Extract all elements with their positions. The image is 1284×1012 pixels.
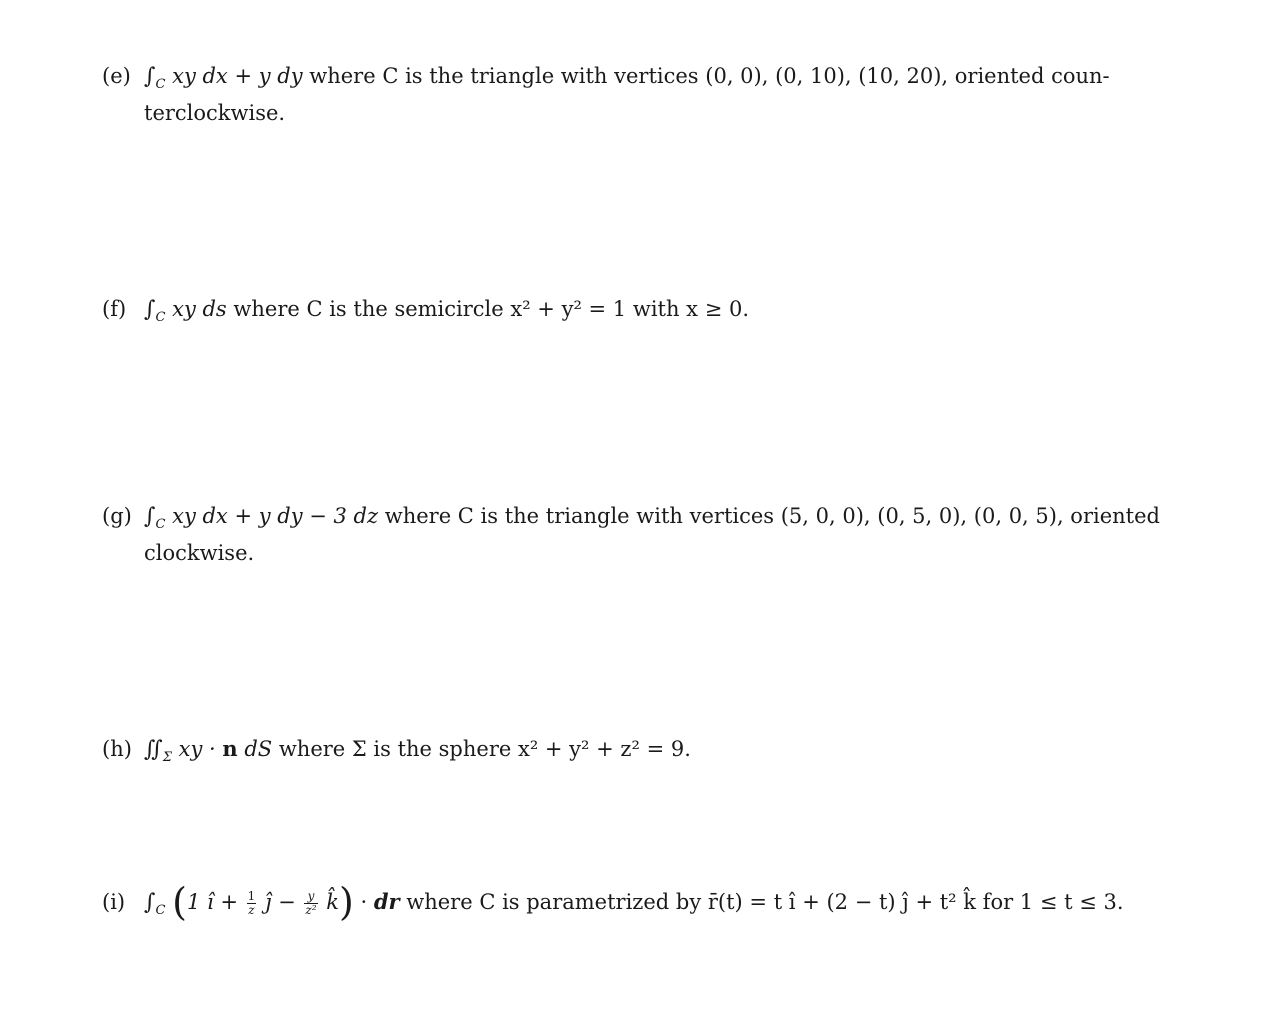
problem-label: (g): [102, 504, 132, 528]
double-integral-sign: ∬: [144, 737, 163, 762]
integral-sign: ∫: [144, 504, 156, 529]
problem-text: where C is parametrized by r̄(t) = t î + (2 − t) ĵ + t² k̂ for 1 ≤ t ≤ 3.: [399, 890, 1124, 914]
problem-label: (h): [102, 737, 132, 761]
fraction-denominator: z²: [305, 903, 317, 917]
integrand: xy ds: [172, 297, 227, 321]
open-paren: (: [172, 880, 187, 924]
fraction-numerator: y: [304, 890, 317, 904]
vector-term-3: k̂: [319, 890, 339, 914]
integrand: xy dx + y dy: [172, 64, 303, 88]
integral-subscript: C: [155, 310, 166, 325]
problem-h: [102, 735, 1202, 772]
fraction-y-over-z-squared: [304, 890, 317, 917]
integral-subscript: C: [155, 903, 166, 918]
integrand: xy dx + y dy − 3 dz: [172, 504, 379, 528]
problem-label: (e): [102, 64, 131, 88]
surface-element: dS: [237, 737, 273, 761]
problem-text: where Σ is the sphere x² + y² + z² = 9.: [272, 737, 691, 761]
problem-text: where C is the semicircle x² + y² = 1 with x ≥ 0.: [226, 297, 750, 321]
problem-f: [102, 295, 1202, 332]
problem-text: where C is the triangle with vertices (0, 0), (0, 10), (10, 20), oriented coun-: [302, 64, 1110, 88]
dr-element: dr: [373, 889, 400, 914]
integrand: xy ·: [178, 737, 223, 761]
integral-subscript: C: [155, 517, 166, 532]
fraction-1-over-z: [247, 890, 257, 917]
problem-text-continued: terclockwise.: [144, 101, 286, 125]
integral-sign: ∫: [144, 64, 156, 89]
problem-label: (i): [102, 890, 126, 914]
integral-sign: ∫: [144, 297, 156, 322]
fraction-numerator: 1: [247, 889, 256, 903]
fraction-denominator: z: [248, 903, 255, 917]
integral-subscript: C: [155, 77, 166, 92]
problem-text-continued: clockwise.: [144, 541, 255, 565]
close-paren: ): [338, 880, 354, 924]
problem-text: where C is the triangle with vertices (5, 0, 0), (0, 5, 0), (0, 0, 5), oriented: [378, 504, 1160, 528]
integral-subscript: Σ: [162, 750, 172, 765]
integral-sign: ∫: [144, 890, 156, 915]
vector-term-2: ĵ −: [258, 890, 303, 914]
dot-operator: ·: [353, 890, 374, 914]
problem-label: (f): [102, 297, 127, 321]
problem-e: [102, 62, 1202, 127]
problem-g: [102, 502, 1202, 567]
problem-i: [102, 880, 1202, 925]
vector-term-1: 1 î +: [186, 890, 245, 914]
normal-vector: n: [222, 736, 238, 761]
